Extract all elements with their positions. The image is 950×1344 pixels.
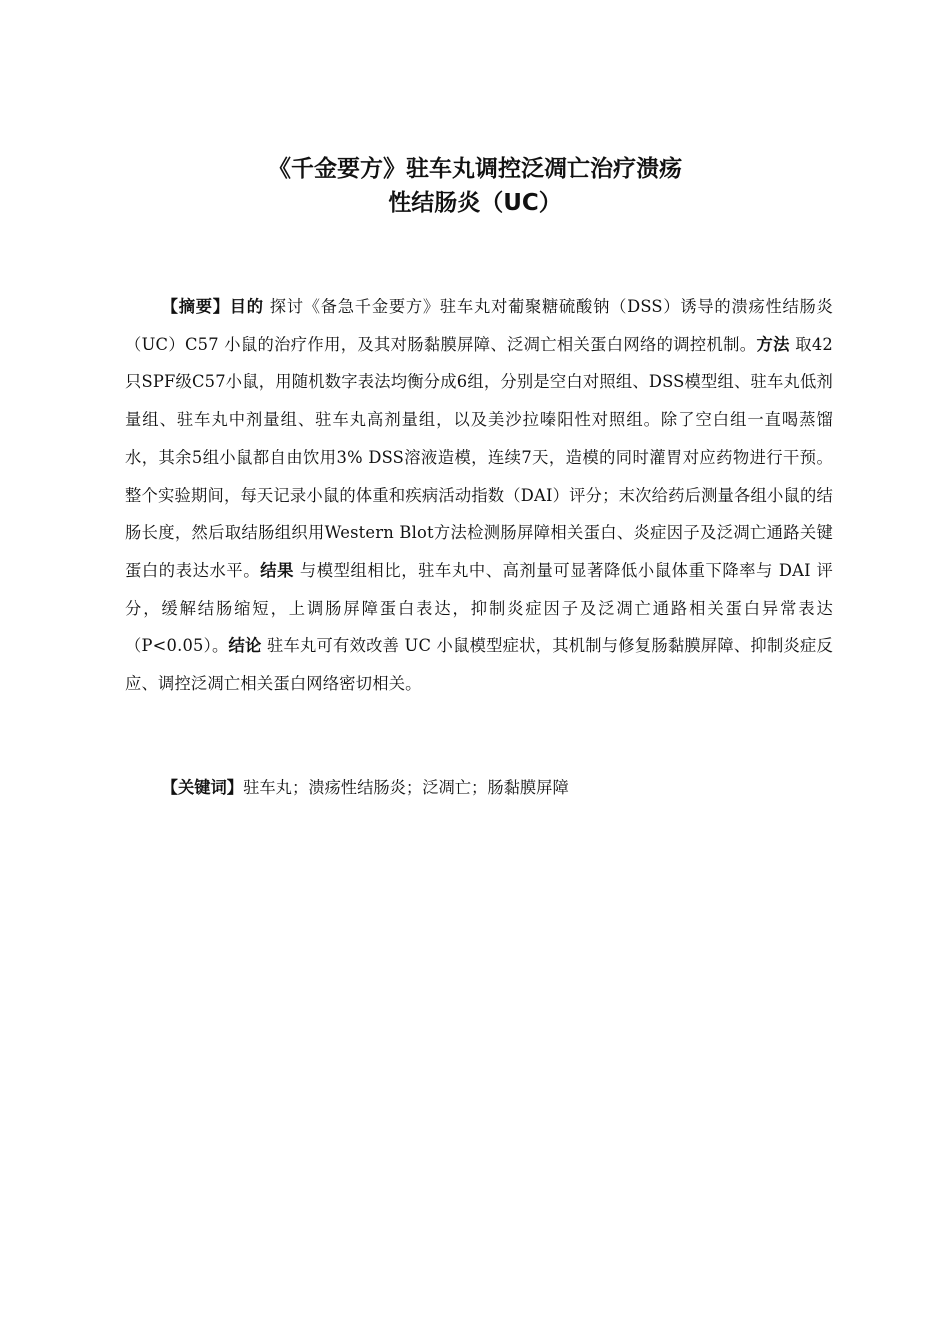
methods-text: 取42只SPF级C57小鼠，用随机数字表法均衡分成6组，分别是空白对照组、DSS模型组、驻车丸低剂量组、驻车丸中剂量组、驻车丸高剂量组，以及美沙拉嗪阳性对照组。除了空白组一直喝蒸馏水，其余5组小鼠都自由饮用3% DSS溶液造模，连续7天，造模的同时灌胃对应药物进行干预。整个实验期间，每天记录小鼠的体重和疾病活动指数（DAI）评分；末次给药后测量各组小鼠的结肠长度，然后取结肠组织用Western Blot方法检测肠屏障相关蛋白、炎症因子及泛凋亡通路关键蛋白的表达水平。 <box>125 334 833 580</box>
results-label: 结果 <box>260 560 295 580</box>
paper-title <box>0 152 950 220</box>
conclusion-text: 驻车丸可有效改善 UC 小鼠模型症状，其机制与修复肠黏膜屏障、抑制炎症反应、调控泛凋亡相关蛋白网络密切相关。 <box>125 636 833 694</box>
objective-text: 探讨《备急千金要方》驻车丸对葡聚糖硫酸钠（DSS）诱导的溃疡性结肠炎（UC）C57 小鼠的治疗作用，及其对肠黏膜屏障、泛凋亡相关蛋白网络的调控机制。 <box>125 297 833 354</box>
title-line-2: 性结肠炎（UC） <box>388 190 562 216</box>
keywords-label: 【关键词】 <box>161 778 244 797</box>
methods-label: 方法 <box>756 334 790 354</box>
keywords-paragraph <box>125 772 833 804</box>
objective-label: 目的 <box>229 297 264 316</box>
title-line-1: 《千金要方》驻车丸调控泛凋亡治疗溃疡 <box>268 156 682 182</box>
abstract-label: 【摘要】 <box>161 297 230 316</box>
conclusion-label: 结论 <box>228 636 262 656</box>
results-text: 与模型组相比，驻车丸中、高剂量可显著降低小鼠体重下降率与 DAI 评分，缓解结肠缩短，上调肠屏障蛋白表达，抑制炎症因子及泛凋亡通路相关蛋白异常表达（P<0.05）。 <box>125 560 833 656</box>
abstract-paragraph <box>125 288 833 703</box>
keywords-text: 驻车丸；溃疡性结肠炎；泛凋亡；肠黏膜屏障 <box>243 778 569 797</box>
